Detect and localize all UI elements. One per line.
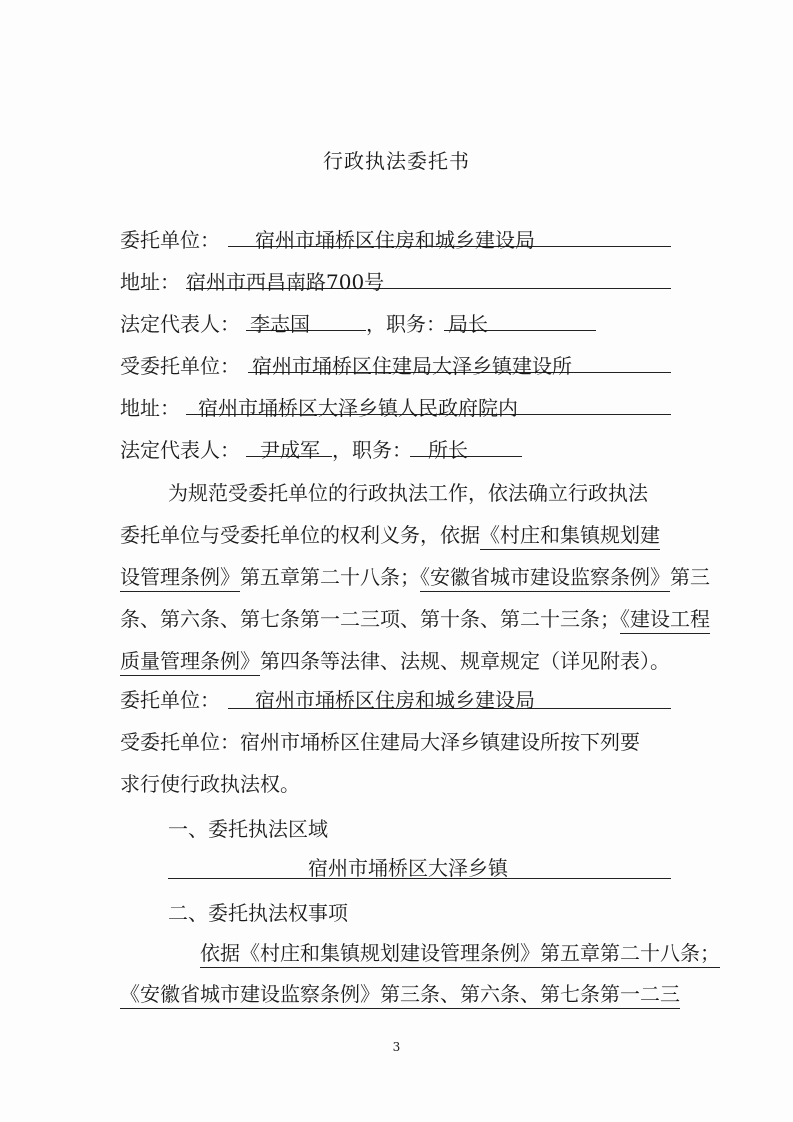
address-line bbox=[120, 264, 180, 300]
section-2-line-2 bbox=[120, 978, 680, 1007]
law-ref-quality-1: 《建设工程 bbox=[620, 607, 710, 634]
law-ref-village-1: 《村庄和集镇规划建 bbox=[480, 523, 660, 550]
entrusted-unit-label: 受委托单位： bbox=[120, 354, 240, 378]
legal-rep-line bbox=[120, 306, 240, 342]
entrusted-line-1: 受委托单位：宿州市埇桥区住建局大泽乡镇建设所按下列要 bbox=[120, 730, 640, 754]
entrusting-unit-line bbox=[120, 222, 220, 258]
entrusted-line-2: 求行使行政执法权。 bbox=[120, 772, 300, 796]
body-line-4a: 条、第六条、第七条第一二三项、第十条、第二十三条； bbox=[120, 607, 620, 631]
position-value: 局长 bbox=[448, 312, 488, 336]
law-ref-quality-2: 质量管理条例》 bbox=[120, 649, 260, 676]
body-line-5b: 第四条等法律、法规、规章规定（详见附表）。 bbox=[260, 649, 670, 673]
section-2-line-1-text: 依据《村庄和集镇规划建设管理条例》第五章第二十八条； bbox=[200, 941, 720, 968]
body-line-2 bbox=[120, 519, 680, 548]
body-line-4 bbox=[120, 603, 710, 632]
position2-label: ，职务： bbox=[332, 438, 412, 462]
address2-line bbox=[120, 390, 180, 426]
legal-rep-label: 法定代表人： bbox=[120, 312, 240, 336]
address2-value: 宿州市埇桥区大泽乡镇人民政府院内 bbox=[198, 396, 518, 420]
page-number: 3 bbox=[392, 1040, 401, 1054]
entrusting-unit-label: 委托单位： bbox=[120, 228, 220, 252]
entrusting-unit-value: 宿州市埇桥区住房和城乡建设局 bbox=[255, 228, 535, 252]
body-line-3 bbox=[120, 561, 710, 590]
legal-rep2-value: 尹成军 bbox=[260, 438, 320, 462]
document-title: 行政执法委托书 bbox=[323, 149, 470, 173]
entrusted-unit-value: 宿州市埇桥区住建局大泽乡镇建设所 bbox=[252, 354, 572, 378]
address-label: 地址： bbox=[120, 270, 180, 294]
legal-rep-value: 李志国 bbox=[250, 312, 310, 336]
entrusted-unit-line bbox=[120, 348, 240, 384]
section-2-line-1 bbox=[200, 937, 720, 966]
body-line-3d: 第三 bbox=[670, 565, 710, 589]
position-label: ，职务： bbox=[366, 312, 446, 336]
legal-rep2-line bbox=[120, 432, 240, 468]
entrusting-unit-repeat-label: 委托单位： bbox=[120, 688, 220, 712]
body-line-5 bbox=[120, 645, 680, 674]
position2-value: 所长 bbox=[428, 438, 468, 462]
body-line-3b: 第五章第二十八条； bbox=[240, 565, 420, 589]
body-line-2a: 委托单位与受委托单位的权利义务，依据 bbox=[120, 523, 480, 547]
law-ref-anhui: 《安徽省城市建设监察条例》 bbox=[420, 565, 670, 592]
section-2-line-2-text: 《安徽省城市建设监察条例》第三条、第六条、第七条第一二三 bbox=[120, 982, 680, 1009]
section-1-value: 宿州市埇桥区大泽乡镇 bbox=[308, 856, 508, 880]
address-value: 宿州市西昌南路700号 bbox=[186, 270, 385, 294]
section-2-title: 二、委托执法权事项 bbox=[168, 901, 348, 925]
section-1-title: 一、委托执法区域 bbox=[168, 817, 328, 841]
entrusting-unit-repeat-value: 宿州市埇桥区住房和城乡建设局 bbox=[255, 688, 535, 712]
law-ref-village-2: 设管理条例》 bbox=[120, 565, 240, 592]
legal-rep2-label: 法定代表人： bbox=[120, 438, 240, 462]
address2-label: 地址： bbox=[120, 396, 180, 420]
body-line-1: 为规范受委托单位的行政执法工作，依法确立行政执法 bbox=[168, 481, 648, 505]
